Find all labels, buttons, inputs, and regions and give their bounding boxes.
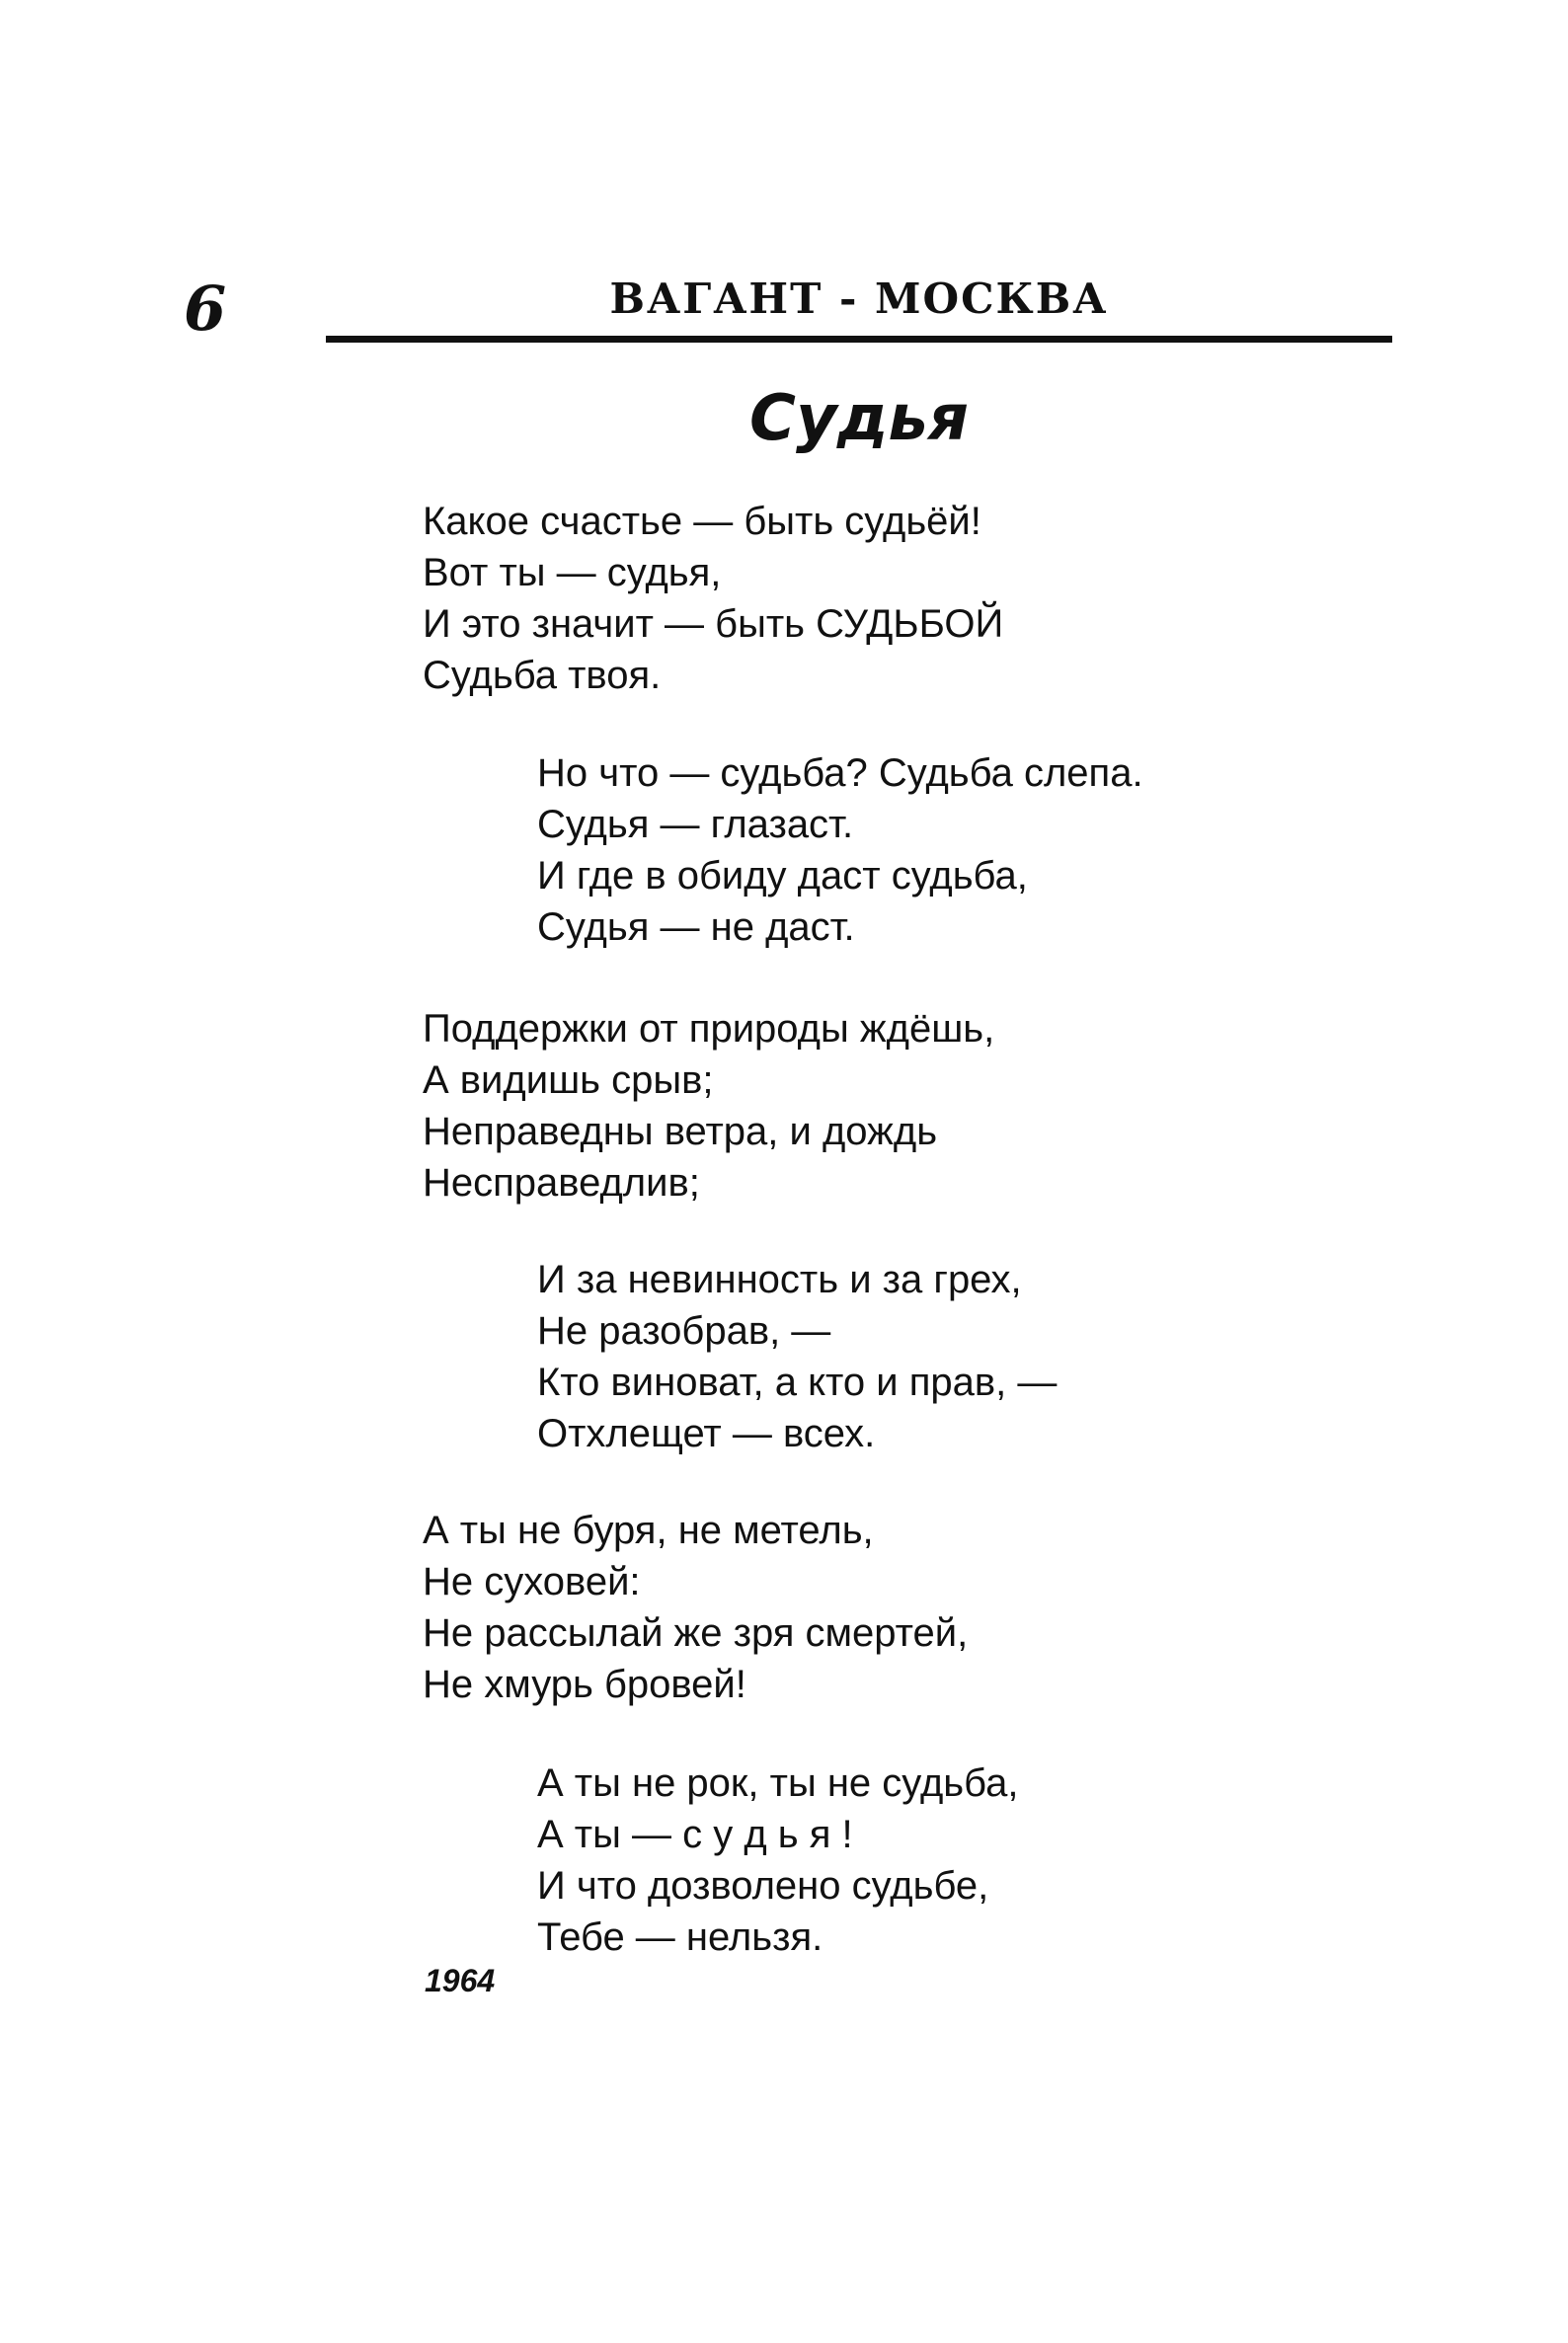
poem-line: Вот ты — судья, xyxy=(423,551,722,594)
poem-title: Судья xyxy=(749,382,969,455)
poem-line: Судья — не даст. xyxy=(537,905,855,949)
poem-line: И где в обиду даст судьба, xyxy=(537,854,1028,898)
poem-line: Не рассылай же зря смертей, xyxy=(423,1611,969,1655)
poem-line: А ты не рок, ты не судьба, xyxy=(537,1761,1019,1805)
poem-line: А ты не буря, не метель, xyxy=(423,1509,874,1552)
poem-line: Тебе — нельзя. xyxy=(537,1915,823,1959)
poem-line: А ты — с у д ь я ! xyxy=(537,1813,853,1856)
poem-line: Какое счастье — быть судьёй! xyxy=(423,500,981,543)
poem-line: Поддержки от природы ждёшь, xyxy=(423,1007,995,1051)
stanza-6 xyxy=(537,1757,1018,1963)
poem-line: Неправедны ветра, и дождь xyxy=(423,1110,938,1153)
poem-line: И за невинность и за грех, xyxy=(537,1258,1022,1301)
poem-line: Не суховей: xyxy=(423,1560,641,1603)
poem-line: Отхлещет — всех. xyxy=(537,1412,876,1455)
header-rule xyxy=(326,336,1392,343)
poem-line: Несправедлив; xyxy=(423,1161,700,1205)
poem-line: Судьба твоя. xyxy=(423,654,662,697)
poem-line: Не хмурь бровей! xyxy=(423,1663,746,1706)
poem-line: Кто виноват, а кто и прав, — xyxy=(537,1361,1058,1404)
stanza-4 xyxy=(537,1254,1057,1459)
running-head: ВАГАНТ - МОСКВА xyxy=(609,274,1109,323)
page-number: 6 xyxy=(184,273,227,345)
stanza-3 xyxy=(423,1003,994,1209)
poem-line: А видишь срыв; xyxy=(423,1058,714,1102)
poem-date: 1964 xyxy=(425,1963,496,1998)
stanza-5 xyxy=(423,1505,968,1710)
poem-line: Но что — судьба? Судьба слепа. xyxy=(537,751,1143,795)
stanza-1 xyxy=(423,496,1003,701)
poem-line: Не разобрав, — xyxy=(537,1309,831,1353)
poem-line: И это значит — быть СУДЬБОЙ xyxy=(423,602,1004,646)
poem-line: И что дозволено судьбе, xyxy=(537,1864,989,1908)
stanza-2 xyxy=(537,747,1143,953)
poem-line: Судья — глазаст. xyxy=(537,803,854,846)
